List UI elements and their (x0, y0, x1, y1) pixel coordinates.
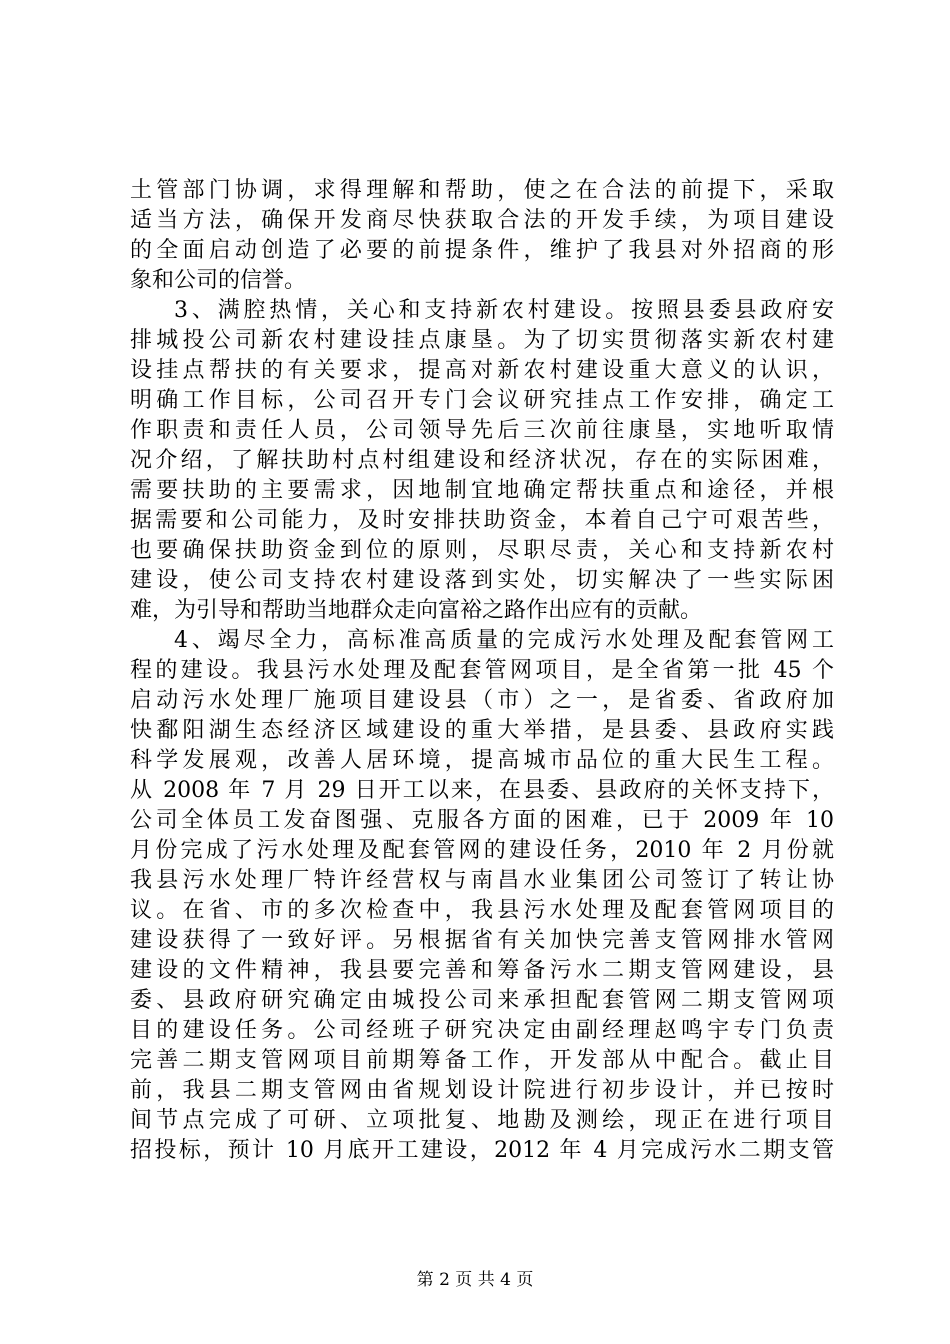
text-line: 委、县政府研究确定由城投公司来承担配套管网二期支管网项 (130, 988, 834, 1013)
text-line: 招投标，预计 10 月底开工建设，2012 年 4 月完成污水二期支管 (130, 1138, 834, 1163)
text-line: 需要扶助的主要需求，因地制宜地确定帮扶重点和途径，并根 (130, 478, 834, 503)
text-line: 排城投公司新农村建设挂点康垦。为了切实贯彻落实新农村建 (130, 328, 834, 353)
text-line: 况介绍，了解扶助村点村组建设和经济状况，存在的实际困难， (130, 448, 834, 473)
page-number: 第 2 页 共 4 页 (416, 1270, 534, 1290)
text-line: 建设，使公司支持农村建设落到实处，切实解决了一些实际困 (130, 568, 834, 593)
document-body (130, 176, 834, 1166)
text-line: 4、竭尽全力，高标准高质量的完成污水处理及配套管网工 (174, 628, 834, 653)
text-line: 完善二期支管网项目前期筹备工作，开发部从中配合。截止目 (130, 1048, 834, 1073)
text-line: 建设获得了一致好评。另根据省有关加快完善支管网排水管网 (130, 928, 834, 953)
text-line: 科学发展观，改善人居环境，提高城市品位的重大民生工程。 (130, 748, 834, 773)
page-footer (0, 1268, 950, 1292)
text-line: 从 2008 年 7 月 29 日开工以来，在县委、县政府的关怀支持下， (130, 778, 834, 803)
text-line: 快鄱阳湖生态经济区域建设的重大举措，是县委、县政府实践 (130, 718, 834, 743)
text-line: 作职责和责任人员，公司领导先后三次前往康垦，实地听取情 (130, 418, 834, 443)
text-line: 土管部门协调，求得理解和帮助，使之在合法的前提下，采取 (130, 178, 834, 203)
text-line: 建设的文件精神，我县要完善和筹备污水二期支管网建设，县 (130, 958, 834, 983)
text-line: 据需要和公司能力，及时安排扶助资金，本着自己宁可艰苦些， (130, 508, 834, 533)
text-line: 我县污水处理厂特许经营权与南昌水业集团公司签订了转让协 (130, 868, 834, 893)
text-line: 难，为引导和帮助当地群众走向富裕之路作出应有的贡献。 (130, 598, 703, 623)
text-line: 设挂点帮扶的有关要求，提高对新农村建设重大意义的认识， (130, 358, 834, 383)
text-line: 议。在省、市的多次检查中，我县污水处理及配套管网项目的 (130, 898, 834, 923)
text-line: 明确工作目标，公司召开专门会议研究挂点工作安排，确定工 (130, 388, 834, 413)
text-line: 3、满腔热情，关心和支持新农村建设。按照县委县政府安 (174, 298, 834, 323)
text-line: 间节点完成了可研、立项批复、地勘及测绘，现正在进行项目 (130, 1108, 834, 1133)
text-line: 目的建设任务。公司经班子研究决定由副经理赵鸣宇专门负责 (130, 1018, 834, 1043)
text-line: 月份完成了污水处理及配套管网的建设任务，2010 年 2 月份就 (130, 838, 834, 863)
text-line: 象和公司的信誉。 (130, 268, 307, 293)
text-line: 适当方法，确保开发商尽快获取合法的开发手续，为项目建设 (130, 208, 834, 233)
text-line: 程的建设。我县污水处理及配套管网项目，是全省第一批 45 个 (130, 658, 834, 683)
text-line: 启动污水处理厂施项目建设县（市）之一，是省委、省政府加 (130, 688, 834, 713)
text-line: 公司全体员工发奋图强、克服各方面的困难，已于 2009 年 10 (130, 808, 834, 833)
text-line: 的全面启动创造了必要的前提条件，维护了我县对外招商的形 (130, 238, 834, 263)
text-line: 也要确保扶助资金到位的原则，尽职尽责，关心和支持新农村 (130, 538, 834, 563)
text-line: 前，我县二期支管网由省规划设计院进行初步设计，并已按时 (130, 1078, 834, 1103)
